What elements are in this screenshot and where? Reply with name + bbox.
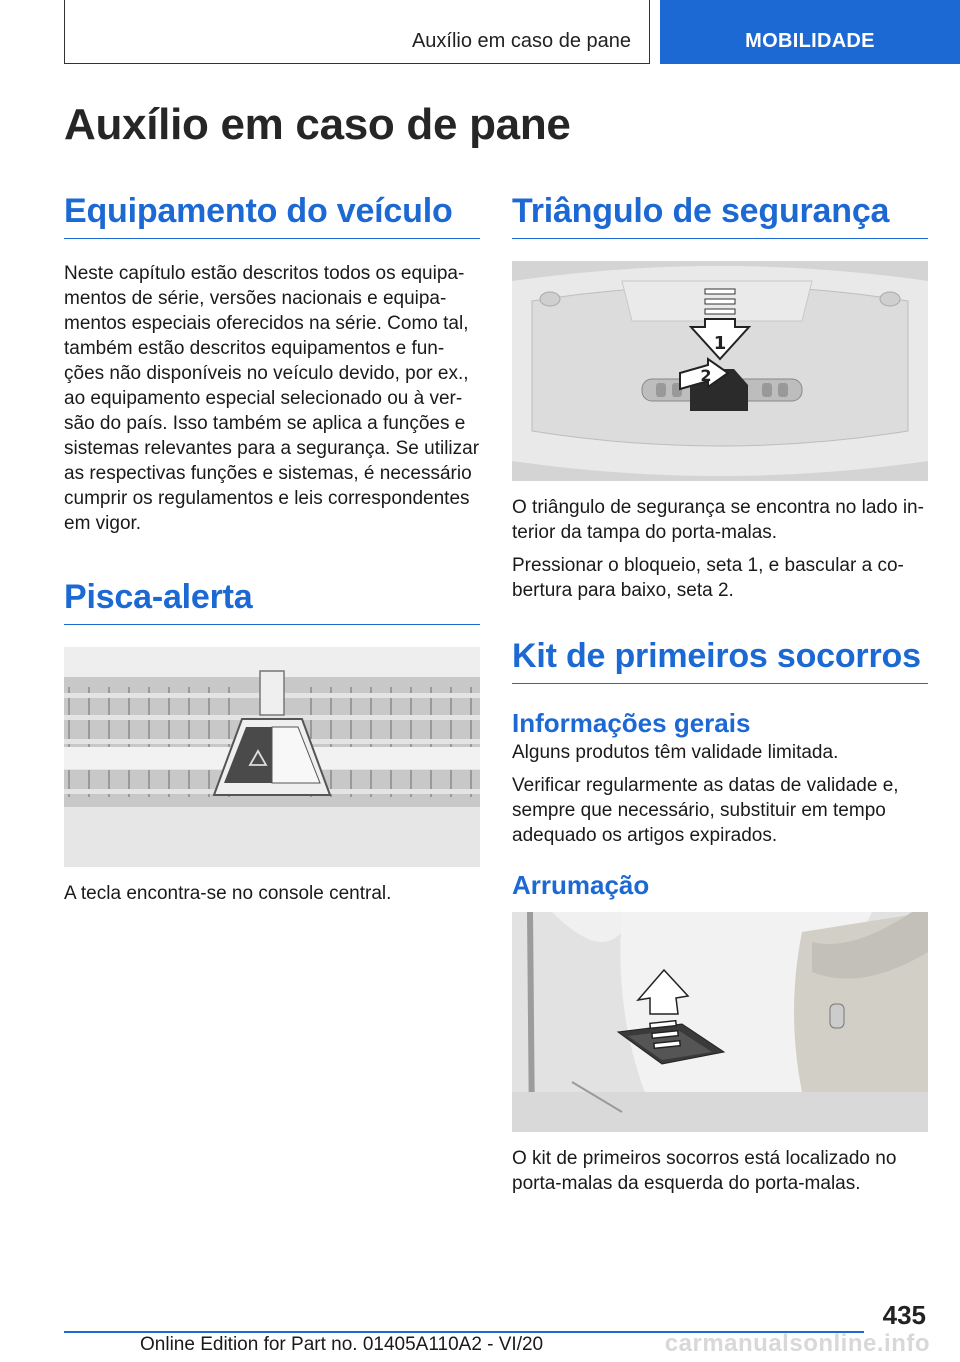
paragraph-triangle-1: O triângulo de segurança se encontra no lado in- terior da tampa do porta-malas.	[512, 497, 924, 543]
triangle-trunk-illustration	[512, 261, 928, 481]
paragraph-general-1: Alguns produtos têm validade limitada.	[512, 742, 839, 763]
watermark: carmanualsonline.info	[664, 1330, 930, 1357]
heading-hazard: Pisca-alerta	[64, 576, 480, 625]
firstaid-storage-illustration	[512, 912, 928, 1132]
header-chapter-tab[interactable]	[660, 0, 960, 64]
heading-storage: Arrumação	[512, 870, 650, 900]
arrow-1-label: 1	[713, 333, 727, 354]
paragraph-general-2: Verificar regularmente as datas de validade e, sempre que necessário, substituir em tempo adequado os artigos expirados.	[512, 775, 899, 846]
header-section-title: Auxílio em caso de pane	[411, 30, 631, 52]
header-chapter-label: MOBILIDADE	[745, 30, 875, 52]
paragraph-storage: O kit de primeiros socorros está localizado no porta-malas da esquerda do porta-malas.	[512, 1148, 897, 1194]
heading-equipment: Equipamento do veículo	[64, 190, 480, 239]
heading-general-info: Informações gerais	[512, 708, 751, 738]
caption-hazard: A tecla encontra-se no console central.	[64, 883, 392, 904]
heading-firstaid: Kit de primeiros socorros	[512, 635, 928, 684]
left-column	[64, 190, 480, 906]
hazard-button-illustration	[64, 647, 480, 867]
page-title: Auxílio em caso de pane	[64, 100, 571, 149]
heading-triangle: Triângulo de segurança	[512, 190, 928, 239]
arrow-2-label: 2	[700, 366, 712, 385]
paragraph-triangle-2: Pressionar o bloqueio, seta 1, e bascular a co- bertura para baixo, seta 2.	[512, 555, 904, 601]
page-number: 435	[882, 1300, 926, 1330]
footer-edition: Online Edition for Part no. 01405A110A2 - VI/20	[140, 1334, 544, 1355]
header-section-box	[64, 0, 650, 64]
right-column	[512, 190, 928, 1196]
paragraph-equipment: Neste capítulo estão descritos todos os equipa- mentos de série, versões nacionais e equipa- mentos especiais oferecidos na série. Como tal, também estão descritos equipamentos e fun- ções não disponíveis no veículo devido, por ex., ao equipamento especial selecionado ou à ver- são do país. Isso também se aplica a funções e sistemas relevantes para a segurança. Se utilizar as respectivas funções e sistemas, é necessário cumprir os regulamentos e leis correspondentes em vigor.	[64, 263, 480, 534]
